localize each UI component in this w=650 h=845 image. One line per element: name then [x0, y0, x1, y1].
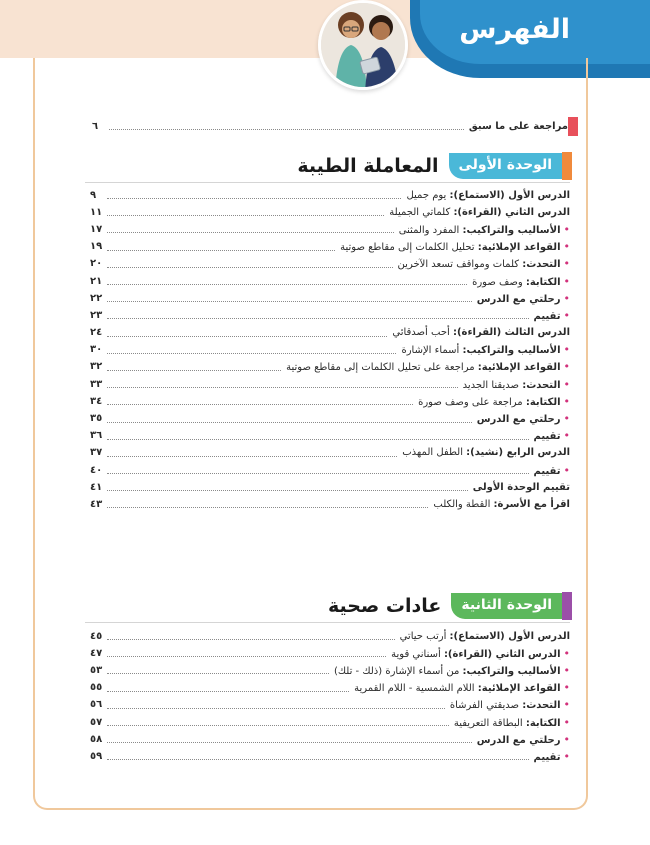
- entry-label: الدرس الأول (الاستماع):: [449, 630, 570, 642]
- entry-title: أحب أصدقائي: [392, 327, 453, 339]
- entry-page-number: ٥٧: [90, 716, 103, 728]
- entry-text: [398, 258, 570, 270]
- bullet-icon: •: [563, 257, 570, 271]
- dot-leader: [107, 387, 457, 388]
- entry-label: القواعد الإملائية:: [477, 362, 561, 374]
- dot-leader: [107, 639, 394, 640]
- entry-label: الأساليب والتراكيب:: [462, 345, 561, 357]
- bullet-icon: •: [563, 377, 570, 391]
- dot-leader: [107, 370, 281, 371]
- entry-label: رحلتي مع الدرس: [476, 734, 561, 746]
- entry-text: [477, 734, 570, 746]
- bullet-icon: •: [563, 646, 570, 660]
- toc-entry[interactable]: [90, 221, 570, 238]
- dot-leader: [107, 318, 528, 319]
- bullet-icon: •: [563, 429, 570, 443]
- toc-entry[interactable]: [90, 445, 570, 462]
- entry-page-number: ١١: [90, 206, 103, 218]
- entry-text: [473, 483, 570, 493]
- entry-title: تحليل الكلمات إلى مقاطع صوتية: [340, 242, 478, 254]
- toc-entry[interactable]: [90, 479, 570, 496]
- dot-leader: [107, 353, 396, 354]
- dot-leader: [107, 404, 413, 405]
- entry-text: [534, 310, 570, 322]
- entry-page-number: ٥٩: [90, 750, 103, 762]
- review-tab-marker: [568, 117, 578, 136]
- entry-page-number: ٢٤: [90, 327, 103, 339]
- entry-text: [472, 276, 570, 288]
- dot-leader: [107, 673, 329, 674]
- bullet-icon: •: [563, 308, 570, 322]
- unit1-entries: [90, 187, 570, 514]
- bullet-icon: •: [563, 360, 570, 374]
- entry-page-number: ١٧: [90, 223, 103, 235]
- entry-title: أسماء الإشارة: [401, 345, 463, 357]
- toc-entry[interactable]: [90, 290, 570, 307]
- toc-entry[interactable]: [90, 342, 570, 359]
- entry-page-number: ٣٧: [90, 447, 103, 459]
- toc-entry[interactable]: [90, 748, 570, 765]
- entry-text: [399, 224, 570, 236]
- dot-leader: [107, 759, 528, 760]
- entry-text: [534, 465, 570, 477]
- dot-leader: [107, 198, 401, 199]
- bullet-icon: •: [563, 681, 570, 695]
- dot-leader: [107, 336, 387, 337]
- dot-leader: [107, 708, 445, 709]
- toc-entry[interactable]: [90, 496, 570, 513]
- entry-text: [534, 430, 570, 442]
- entry-page-number: ٢٠: [90, 258, 103, 270]
- entry-title: يوم جميل: [406, 189, 450, 201]
- unit2-strip: [562, 592, 572, 620]
- toc-entry[interactable]: [90, 628, 570, 645]
- unit2-name: عادات صحية: [327, 595, 442, 617]
- entry-title: أسناني قوية: [391, 648, 444, 660]
- dot-leader: [107, 742, 472, 743]
- entry-title: مراجعة على تحليل الكلمات إلى مقاطع صوتية: [286, 362, 478, 374]
- entry-text: [406, 191, 570, 201]
- entry-page-number: ٥٦: [90, 699, 103, 711]
- toc-entry[interactable]: [90, 662, 570, 679]
- toc-entry[interactable]: [90, 204, 570, 221]
- unit2-underline: [85, 622, 570, 623]
- unit2-entries: [90, 628, 570, 766]
- entry-title: القطة والكلب: [433, 498, 494, 510]
- entry-title: كلمات ومواقف تسعد الآخرين: [397, 259, 523, 271]
- entry-label: رحلتي مع الدرس: [476, 293, 561, 305]
- entry-label: رحلتي مع الدرس: [476, 414, 561, 426]
- dot-leader: [107, 267, 392, 268]
- entry-text: [450, 699, 570, 711]
- dot-leader: [109, 129, 464, 130]
- unit1-header: [297, 152, 572, 180]
- bullet-icon: •: [563, 291, 570, 305]
- entry-page-number: ٢٢: [90, 292, 103, 304]
- entry-label: الكتابة:: [525, 276, 561, 288]
- entry-page-number: ٤٠: [90, 464, 103, 476]
- dot-leader: [107, 422, 472, 423]
- bullet-icon: •: [563, 240, 570, 254]
- entry-page-number: ٣٦: [90, 430, 103, 442]
- toc-entry[interactable]: [90, 680, 570, 697]
- entry-page-number: ٤٣: [90, 498, 103, 510]
- entry-text: [389, 208, 570, 218]
- bullet-icon: •: [563, 715, 570, 729]
- bullet-icon: •: [563, 394, 570, 408]
- toc-entry[interactable]: [90, 256, 570, 273]
- entry-label: الدرس الرابع (نشيد):: [466, 447, 570, 459]
- entry-label: تقييم: [533, 751, 561, 763]
- entry-label: اقرأ مع الأسرة:: [493, 498, 570, 510]
- entry-title: كلماتي الجميلة: [389, 206, 454, 218]
- entry-page-number: ٤٥: [90, 630, 103, 642]
- entry-title: مراجعة على وصف صورة: [418, 396, 526, 408]
- entry-title: المفرد والمثنى: [398, 224, 463, 236]
- entry-label: التحدث:: [522, 700, 561, 712]
- entry-text: [418, 396, 570, 408]
- toc-entry[interactable]: [90, 273, 570, 290]
- entry-text: [354, 682, 570, 694]
- bullet-icon: •: [563, 698, 570, 712]
- entry-title: صديقتي الفرشاة: [449, 700, 523, 712]
- entry-page-number: ٥٥: [90, 682, 103, 694]
- entry-page-number: ٢١: [90, 275, 103, 287]
- entry-page-number: ٩: [90, 189, 97, 201]
- entry-label: تقييم الوحدة الأولى: [472, 481, 570, 493]
- toc-entry[interactable]: [90, 428, 570, 445]
- entry-label: تقييم: [533, 465, 561, 477]
- entry-text: [391, 648, 570, 660]
- entry-label: تقييم: [533, 310, 561, 322]
- entry-label: التحدث:: [522, 379, 561, 391]
- unit2-badge: الوحدة الثانية: [451, 593, 562, 619]
- review-label: مراجعة على ما سبق: [468, 120, 568, 132]
- entry-text: [477, 413, 570, 425]
- bullet-icon: •: [563, 463, 570, 477]
- entry-label: الدرس الأول (الاستماع):: [449, 189, 570, 201]
- bullet-icon: •: [563, 343, 570, 357]
- bullet-icon: •: [563, 749, 570, 763]
- entry-label: الكتابة:: [525, 717, 561, 729]
- bullet-icon: •: [563, 412, 570, 426]
- entry-title: من أسماء الإشارة (ذلك - تلك): [333, 665, 463, 677]
- entry-label: الكتابة:: [525, 396, 561, 408]
- entry-page-number: ٢٣: [90, 309, 103, 321]
- unit1-strip: [562, 152, 572, 180]
- entry-label: القواعد الإملائية:: [477, 242, 561, 254]
- toc-entry[interactable]: [90, 359, 570, 376]
- toc-entry[interactable]: [90, 239, 570, 256]
- entry-text: [534, 751, 570, 763]
- unit1-underline: [85, 182, 570, 183]
- page-title: الفهرس: [459, 14, 570, 45]
- bullet-icon: •: [563, 274, 570, 288]
- dot-leader: [107, 284, 467, 285]
- entry-page-number: ٤١: [90, 481, 103, 493]
- toc-entry[interactable]: [90, 376, 570, 393]
- entry-page-number: ٥٣: [90, 664, 103, 676]
- toc-entry[interactable]: [90, 410, 570, 427]
- entry-text: [401, 344, 570, 356]
- toc-entry[interactable]: [90, 697, 570, 714]
- bullet-icon: •: [563, 222, 570, 236]
- toc-entry[interactable]: [90, 714, 570, 731]
- entry-page-number: ٣٤: [90, 395, 103, 407]
- entry-text: [454, 717, 570, 729]
- dot-leader: [107, 456, 397, 457]
- dot-leader: [107, 301, 472, 302]
- dot-leader: [107, 725, 449, 726]
- entry-label: التحدث:: [522, 259, 561, 271]
- entry-title: الطفل المهذب: [402, 447, 467, 459]
- dot-leader: [107, 490, 468, 491]
- toc-entry[interactable]: [90, 462, 570, 479]
- toc-entry[interactable]: [90, 325, 570, 342]
- dot-leader: [107, 232, 393, 233]
- dot-leader: [107, 656, 386, 657]
- entry-page-number: ٥٨: [90, 733, 103, 745]
- toc-entry[interactable]: [90, 393, 570, 410]
- entry-page-number: ٣٣: [90, 378, 103, 390]
- dot-leader: [107, 439, 528, 440]
- entry-title: اللام الشمسية - اللام القمرية: [354, 683, 478, 695]
- entry-page-number: ٣٢: [90, 361, 103, 373]
- dot-leader: [107, 473, 528, 474]
- entry-text: [477, 293, 570, 305]
- entry-title: البطاقة التعريفية: [453, 717, 526, 729]
- review-page: ٦: [92, 120, 99, 132]
- entry-page-number: ٣٥: [90, 413, 103, 425]
- entry-text: [400, 632, 570, 642]
- entry-text: [463, 379, 570, 391]
- entry-text: [433, 500, 570, 510]
- entry-label: الأساليب والتراكيب:: [462, 224, 561, 236]
- entry-title: أرتب حياتي: [399, 630, 450, 642]
- entry-label: الدرس الثاني (القراءة):: [443, 648, 561, 660]
- entry-page-number: ٣٠: [90, 344, 103, 356]
- unit1-badge: الوحدة الأولى: [449, 153, 563, 179]
- entry-label: القواعد الإملائية:: [477, 683, 561, 695]
- entry-text: [334, 665, 570, 677]
- toc-entry[interactable]: [90, 307, 570, 324]
- entry-text: [340, 241, 570, 253]
- entry-text: [402, 448, 570, 458]
- unit1-name: المعاملة الطيبة: [297, 155, 439, 177]
- entry-label: تقييم: [533, 431, 561, 443]
- dot-leader: [107, 215, 384, 216]
- review-entry[interactable]: [92, 118, 568, 135]
- dot-leader: [107, 250, 335, 251]
- entry-text: [392, 328, 570, 338]
- entry-page-number: ٤٧: [90, 647, 103, 659]
- entry-label: الدرس الثاني (القراءة):: [453, 206, 570, 218]
- unit2-header: [328, 592, 572, 620]
- entry-text: [286, 361, 570, 373]
- toc-entry[interactable]: [90, 645, 570, 662]
- entry-label: الأساليب والتراكيب:: [462, 665, 561, 677]
- bullet-icon: •: [563, 663, 570, 677]
- dot-leader: [107, 691, 349, 692]
- entry-label: الدرس الثالث (القراءة):: [452, 327, 570, 339]
- bullet-icon: •: [563, 732, 570, 746]
- entry-title: وصف صورة: [472, 276, 526, 288]
- dot-leader: [107, 507, 428, 508]
- entry-title: صديقنا الجديد: [462, 379, 523, 391]
- toc-entry[interactable]: [90, 187, 570, 204]
- entry-page-number: ١٩: [90, 241, 103, 253]
- toc-entry[interactable]: [90, 731, 570, 748]
